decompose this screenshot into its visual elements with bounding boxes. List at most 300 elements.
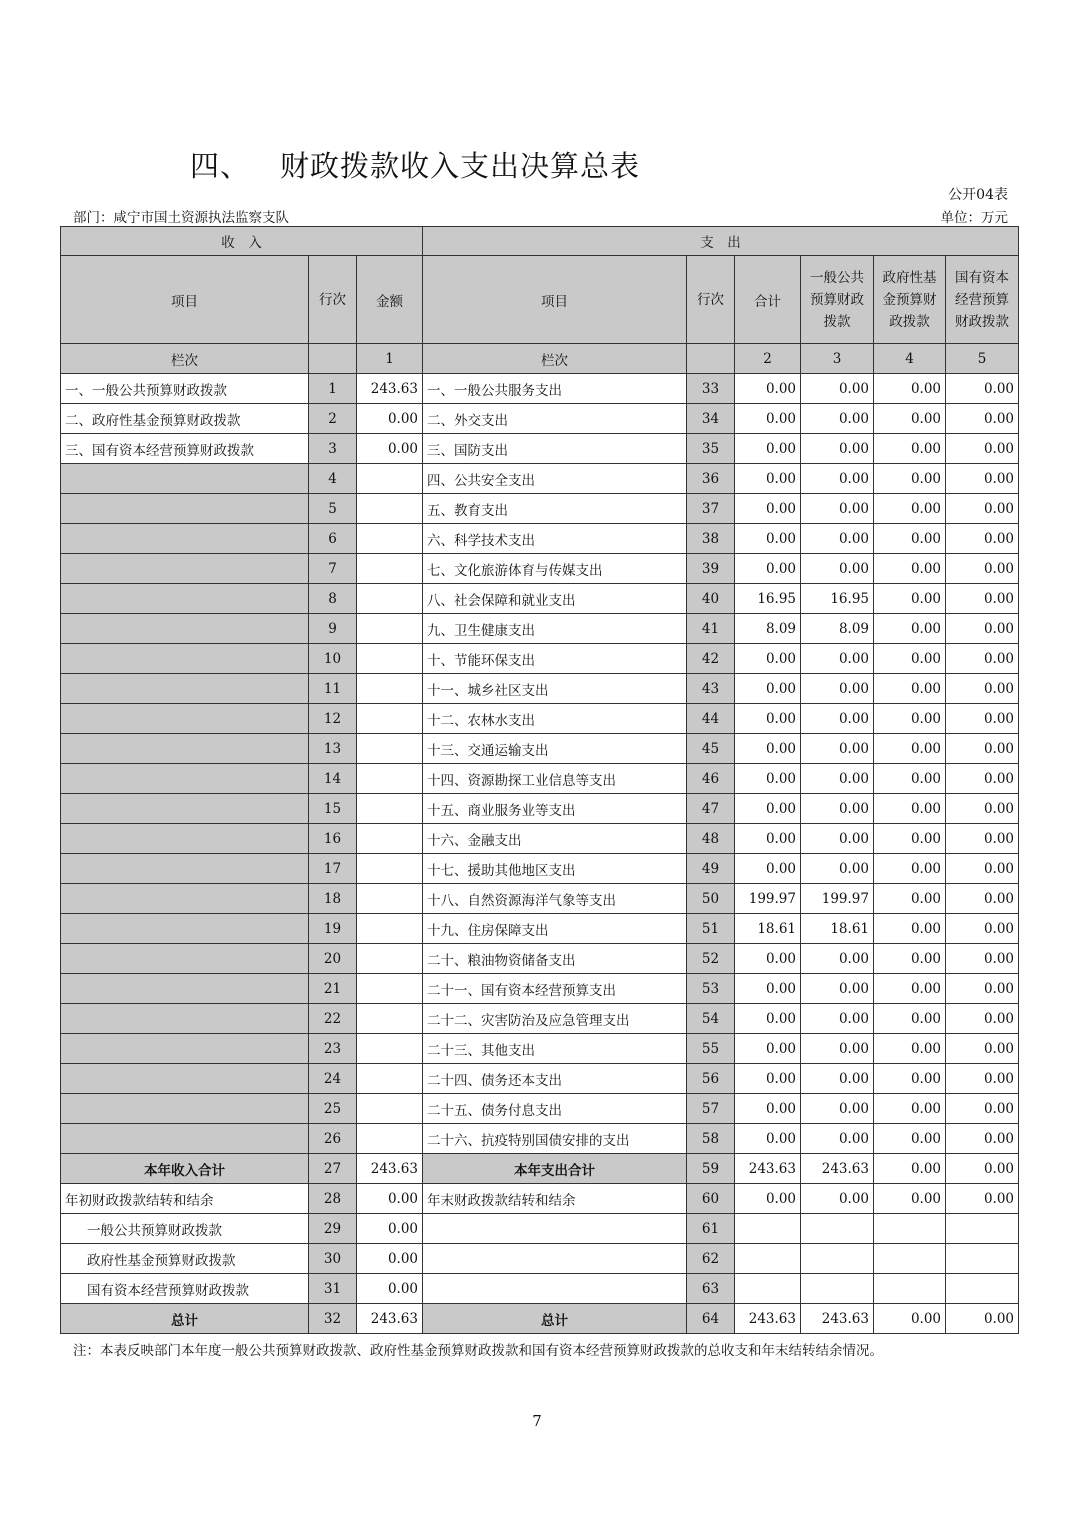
general-budget-amount: 0.00 <box>801 704 874 734</box>
state-capital-amount: 0.00 <box>946 914 1019 944</box>
state-capital-amount: 0.00 <box>946 824 1019 854</box>
table-row <box>61 854 1019 884</box>
table-row <box>61 1034 1019 1064</box>
income-rowno-header: 行次 <box>309 256 357 344</box>
table-row <box>61 704 1019 734</box>
income-amount <box>357 1124 423 1154</box>
page-number: 7 <box>532 1412 542 1430</box>
expense-item-cell: 年末财政拨款结转和结余 <box>423 1184 687 1214</box>
general-budget-amount: 0.00 <box>801 1094 874 1124</box>
state-capital-amount: 0.00 <box>946 1094 1019 1124</box>
state-capital-header: 国有资本经营预算财政拨款 <box>946 256 1019 344</box>
fund-budget-amount: 0.00 <box>874 734 946 764</box>
expense-row-no: 48 <box>687 824 735 854</box>
general-budget-header: 一般公共预算财政拨款 <box>801 256 874 344</box>
income-amount <box>357 674 423 704</box>
fund-budget-amount: 0.00 <box>874 704 946 734</box>
table-row <box>61 914 1019 944</box>
expense-item-cell: 十四、资源勘探工业信息等支出 <box>423 764 687 794</box>
expense-item-cell: 十、节能环保支出 <box>423 644 687 674</box>
total-amount: 0.00 <box>735 1064 801 1094</box>
income-item-cell <box>61 1124 309 1154</box>
general-budget-amount: 0.00 <box>801 524 874 554</box>
general-budget-amount: 18.61 <box>801 914 874 944</box>
expense-row-no: 43 <box>687 674 735 704</box>
income-item-cell <box>61 794 309 824</box>
general-budget-amount: 0.00 <box>801 464 874 494</box>
appropriation-table <box>60 226 1019 1334</box>
income-amount <box>357 1094 423 1124</box>
income-item-cell <box>61 824 309 854</box>
state-capital-amount: 0.00 <box>946 554 1019 584</box>
expense-row-no: 62 <box>687 1244 735 1274</box>
income-amount <box>357 764 423 794</box>
fund-budget-amount: 0.00 <box>874 944 946 974</box>
expense-item-cell <box>423 1244 687 1274</box>
fund-budget-amount: 0.00 <box>874 1004 946 1034</box>
expense-item-cell: 六、科学技术支出 <box>423 524 687 554</box>
expense-item-cell: 二十一、国有资本经营预算支出 <box>423 974 687 1004</box>
expense-item-cell: 十六、金融支出 <box>423 824 687 854</box>
expense-item-header: 项目 <box>423 256 687 344</box>
expense-item-cell: 总计 <box>423 1304 687 1334</box>
table-row <box>61 404 1019 434</box>
income-item-cell: 一、一般公共预算财政拨款 <box>61 374 309 404</box>
total-amount: 0.00 <box>735 524 801 554</box>
lanci-label: 栏次 <box>61 344 309 374</box>
general-budget-amount: 0.00 <box>801 944 874 974</box>
expense-row-no: 45 <box>687 734 735 764</box>
income-row-no: 12 <box>309 704 357 734</box>
income-item-cell <box>61 974 309 1004</box>
total-amount: 0.00 <box>735 434 801 464</box>
table-row <box>61 824 1019 854</box>
general-budget-amount: 0.00 <box>801 1004 874 1034</box>
general-budget-amount: 0.00 <box>801 644 874 674</box>
income-row-no: 4 <box>309 464 357 494</box>
expense-row-no: 58 <box>687 1124 735 1154</box>
state-capital-amount: 0.00 <box>946 704 1019 734</box>
table-row <box>61 644 1019 674</box>
fund-budget-amount: 0.00 <box>874 1094 946 1124</box>
income-amount <box>357 584 423 614</box>
general-budget-amount: 0.00 <box>801 794 874 824</box>
expense-item-cell: 十九、住房保障支出 <box>423 914 687 944</box>
table-row <box>61 1304 1019 1334</box>
total-header: 合计 <box>735 256 801 344</box>
fund-budget-amount: 0.00 <box>874 404 946 434</box>
income-item-cell: 总计 <box>61 1304 309 1334</box>
table-row <box>61 674 1019 704</box>
income-row-no: 28 <box>309 1184 357 1214</box>
state-capital-amount: 0.00 <box>946 944 1019 974</box>
income-row-no: 6 <box>309 524 357 554</box>
state-capital-amount: 0.00 <box>946 734 1019 764</box>
expense-item-cell <box>423 1214 687 1244</box>
income-row-no: 7 <box>309 554 357 584</box>
fund-budget-amount <box>874 1244 946 1274</box>
income-row-no: 31 <box>309 1274 357 1304</box>
income-item-cell <box>61 1064 309 1094</box>
total-amount: 0.00 <box>735 734 801 764</box>
income-item-cell: 国有资本经营预算财政拨款 <box>61 1274 309 1304</box>
state-capital-amount: 0.00 <box>946 1154 1019 1184</box>
fund-budget-amount: 0.00 <box>874 884 946 914</box>
general-budget-amount: 0.00 <box>801 824 874 854</box>
expense-row-no: 53 <box>687 974 735 1004</box>
income-row-no: 2 <box>309 404 357 434</box>
fund-budget-amount <box>874 1214 946 1244</box>
table-row <box>61 764 1019 794</box>
total-amount: 0.00 <box>735 704 801 734</box>
income-amount <box>357 1004 423 1034</box>
expense-item-cell: 二十五、债务付息支出 <box>423 1094 687 1124</box>
expense-item-cell: 一、一般公共服务支出 <box>423 374 687 404</box>
state-capital-amount: 0.00 <box>946 1004 1019 1034</box>
income-item-cell <box>61 464 309 494</box>
state-capital-amount: 0.00 <box>946 524 1019 554</box>
total-amount: 0.00 <box>735 974 801 1004</box>
income-amount <box>357 464 423 494</box>
expense-section-header: 支 出 <box>423 227 1019 256</box>
income-item-cell <box>61 914 309 944</box>
fund-budget-amount: 0.00 <box>874 524 946 554</box>
expense-item-cell: 十二、农林水支出 <box>423 704 687 734</box>
income-row-no: 3 <box>309 434 357 464</box>
general-budget-amount: 0.00 <box>801 1184 874 1214</box>
income-amount <box>357 644 423 674</box>
expense-row-no: 51 <box>687 914 735 944</box>
table-row <box>61 614 1019 644</box>
income-item-header: 项目 <box>61 256 309 344</box>
expense-item-cell: 八、社会保障和就业支出 <box>423 584 687 614</box>
expense-item-cell: 二十三、其他支出 <box>423 1034 687 1064</box>
income-amount <box>357 914 423 944</box>
total-amount: 8.09 <box>735 614 801 644</box>
income-amount-header: 金额 <box>357 256 423 344</box>
expense-row-no: 55 <box>687 1034 735 1064</box>
expense-item-cell: 十五、商业服务业等支出 <box>423 794 687 824</box>
table-row <box>61 944 1019 974</box>
expense-row-no: 56 <box>687 1064 735 1094</box>
table-row <box>61 554 1019 584</box>
expense-item-cell: 七、文化旅游体育与传媒支出 <box>423 554 687 584</box>
col-no-5: 5 <box>946 344 1019 374</box>
income-row-no: 20 <box>309 944 357 974</box>
title-number: 四、 <box>190 149 251 183</box>
expense-item-cell: 四、公共安全支出 <box>423 464 687 494</box>
state-capital-amount: 0.00 <box>946 584 1019 614</box>
state-capital-amount: 0.00 <box>946 1124 1019 1154</box>
total-amount: 0.00 <box>735 674 801 704</box>
income-item-cell <box>61 644 309 674</box>
total-amount: 199.97 <box>735 884 801 914</box>
expense-row-no: 50 <box>687 884 735 914</box>
income-item-cell <box>61 584 309 614</box>
table-row <box>61 1064 1019 1094</box>
expense-row-no: 49 <box>687 854 735 884</box>
table-row <box>61 464 1019 494</box>
state-capital-amount: 0.00 <box>946 764 1019 794</box>
general-budget-amount: 0.00 <box>801 494 874 524</box>
total-amount: 0.00 <box>735 854 801 884</box>
income-amount: 243.63 <box>357 374 423 404</box>
income-row-no: 8 <box>309 584 357 614</box>
general-budget-amount: 0.00 <box>801 974 874 1004</box>
department-label: 部门：咸宁市国土资源执法监察支队 <box>73 210 289 226</box>
general-budget-amount: 0.00 <box>801 1064 874 1094</box>
income-row-no: 17 <box>309 854 357 884</box>
general-budget-amount: 0.00 <box>801 1034 874 1064</box>
state-capital-amount: 0.00 <box>946 494 1019 524</box>
state-capital-amount: 0.00 <box>946 374 1019 404</box>
income-row-no: 5 <box>309 494 357 524</box>
income-item-cell: 一般公共预算财政拨款 <box>61 1214 309 1244</box>
fund-budget-amount: 0.00 <box>874 584 946 614</box>
table-row <box>61 1094 1019 1124</box>
fund-budget-amount: 0.00 <box>874 674 946 704</box>
general-budget-amount <box>801 1244 874 1274</box>
table-row <box>61 1004 1019 1034</box>
expense-item-cell: 三、国防支出 <box>423 434 687 464</box>
col-no-4: 4 <box>874 344 946 374</box>
total-amount: 0.00 <box>735 554 801 584</box>
total-amount: 18.61 <box>735 914 801 944</box>
expense-rowno-header: 行次 <box>687 256 735 344</box>
income-item-cell <box>61 884 309 914</box>
total-amount: 0.00 <box>735 1034 801 1064</box>
general-budget-amount: 8.09 <box>801 614 874 644</box>
state-capital-amount: 0.00 <box>946 434 1019 464</box>
income-amount: 0.00 <box>357 434 423 464</box>
fund-budget-amount: 0.00 <box>874 1184 946 1214</box>
table-row <box>61 974 1019 1004</box>
income-row-no: 22 <box>309 1004 357 1034</box>
general-budget-amount <box>801 1274 874 1304</box>
state-capital-amount: 0.00 <box>946 404 1019 434</box>
unit-label: 单位：万元 <box>940 210 1008 226</box>
expense-item-cell: 五、教育支出 <box>423 494 687 524</box>
state-capital-amount: 0.00 <box>946 794 1019 824</box>
expense-item-cell: 十三、交通运输支出 <box>423 734 687 764</box>
expense-item-cell: 二十四、债务还本支出 <box>423 1064 687 1094</box>
income-item-cell <box>61 944 309 974</box>
state-capital-amount: 0.00 <box>946 1034 1019 1064</box>
state-capital-amount: 0.00 <box>946 884 1019 914</box>
income-amount <box>357 1034 423 1064</box>
fund-budget-amount: 0.00 <box>874 1304 946 1334</box>
total-amount: 0.00 <box>735 824 801 854</box>
income-amount <box>357 524 423 554</box>
table-row <box>61 434 1019 464</box>
state-capital-amount <box>946 1214 1019 1244</box>
fund-budget-amount: 0.00 <box>874 644 946 674</box>
fund-budget-amount: 0.00 <box>874 614 946 644</box>
general-budget-amount: 0.00 <box>801 674 874 704</box>
general-budget-amount <box>801 1214 874 1244</box>
expense-item-cell: 二十六、抗疫特别国债安排的支出 <box>423 1124 687 1154</box>
general-budget-amount: 16.95 <box>801 584 874 614</box>
expense-item-cell: 本年支出合计 <box>423 1154 687 1184</box>
income-item-cell <box>61 494 309 524</box>
col-no-3: 3 <box>801 344 874 374</box>
fund-budget-amount: 0.00 <box>874 1034 946 1064</box>
fund-budget-amount: 0.00 <box>874 1064 946 1094</box>
income-item-cell: 二、政府性基金预算财政拨款 <box>61 404 309 434</box>
expense-row-no: 54 <box>687 1004 735 1034</box>
income-row-no: 21 <box>309 974 357 1004</box>
total-amount: 243.63 <box>735 1304 801 1334</box>
income-amount <box>357 854 423 884</box>
table-note: 注：本表反映部门本年度一般公共预算财政拨款、政府性基金预算财政拨款和国有资本经营预算财政拨款的总收支和年末结转结余情况。 <box>73 1343 883 1359</box>
fund-budget-amount: 0.00 <box>874 764 946 794</box>
income-amount <box>357 494 423 524</box>
income-amount: 0.00 <box>357 1184 423 1214</box>
income-item-cell: 三、国有资本经营预算财政拨款 <box>61 434 309 464</box>
expense-item-cell: 二十、粮油物资储备支出 <box>423 944 687 974</box>
state-capital-amount: 0.00 <box>946 1064 1019 1094</box>
expense-row-no: 37 <box>687 494 735 524</box>
income-amount <box>357 614 423 644</box>
income-row-no: 13 <box>309 734 357 764</box>
income-amount <box>357 734 423 764</box>
expense-item-cell: 二十二、灾害防治及应急管理支出 <box>423 1004 687 1034</box>
income-item-cell <box>61 1034 309 1064</box>
col-no-2: 2 <box>735 344 801 374</box>
income-item-cell <box>61 1004 309 1034</box>
total-amount: 0.00 <box>735 464 801 494</box>
income-amount: 0.00 <box>357 1274 423 1304</box>
fund-budget-amount: 0.00 <box>874 1124 946 1154</box>
total-amount: 16.95 <box>735 584 801 614</box>
expense-row-no: 33 <box>687 374 735 404</box>
fund-budget-amount: 0.00 <box>874 464 946 494</box>
total-amount: 0.00 <box>735 374 801 404</box>
income-item-cell: 政府性基金预算财政拨款 <box>61 1244 309 1274</box>
income-item-cell <box>61 854 309 884</box>
income-amount <box>357 554 423 584</box>
income-amount: 243.63 <box>357 1154 423 1184</box>
fund-budget-amount <box>874 1274 946 1304</box>
total-amount: 0.00 <box>735 1094 801 1124</box>
lanci-empty <box>687 344 735 374</box>
fund-budget-amount: 0.00 <box>874 1154 946 1184</box>
income-amount: 0.00 <box>357 1244 423 1274</box>
expense-row-no: 57 <box>687 1094 735 1124</box>
income-row-no: 19 <box>309 914 357 944</box>
fund-budget-amount: 0.00 <box>874 974 946 1004</box>
table-row <box>61 884 1019 914</box>
income-row-no: 16 <box>309 824 357 854</box>
total-amount: 0.00 <box>735 1184 801 1214</box>
table-row <box>61 1214 1019 1244</box>
general-budget-amount: 199.97 <box>801 884 874 914</box>
income-row-no: 14 <box>309 764 357 794</box>
income-item-cell <box>61 1094 309 1124</box>
income-amount <box>357 704 423 734</box>
expense-row-no: 52 <box>687 944 735 974</box>
general-budget-amount: 0.00 <box>801 764 874 794</box>
income-item-cell <box>61 614 309 644</box>
expense-row-no: 42 <box>687 644 735 674</box>
income-row-no: 23 <box>309 1034 357 1064</box>
page-title <box>190 144 640 185</box>
total-amount: 243.63 <box>735 1154 801 1184</box>
income-row-no: 24 <box>309 1064 357 1094</box>
lanci-empty <box>309 344 357 374</box>
general-budget-amount: 243.63 <box>801 1154 874 1184</box>
fund-budget-amount: 0.00 <box>874 554 946 584</box>
income-row-no: 11 <box>309 674 357 704</box>
income-row-no: 30 <box>309 1244 357 1274</box>
state-capital-amount: 0.00 <box>946 464 1019 494</box>
general-budget-amount: 0.00 <box>801 1124 874 1154</box>
expense-row-no: 47 <box>687 794 735 824</box>
fund-budget-amount: 0.00 <box>874 824 946 854</box>
table-row <box>61 1184 1019 1214</box>
table-row <box>61 494 1019 524</box>
table-row <box>61 584 1019 614</box>
state-capital-amount <box>946 1274 1019 1304</box>
fund-budget-amount: 0.00 <box>874 794 946 824</box>
general-budget-amount: 0.00 <box>801 854 874 884</box>
fund-budget-header: 政府性基金预算财政拨款 <box>874 256 946 344</box>
table-row <box>61 1244 1019 1274</box>
lanci-label: 栏次 <box>423 344 687 374</box>
general-budget-amount: 0.00 <box>801 554 874 584</box>
expense-item-cell: 十八、自然资源海洋气象等支出 <box>423 884 687 914</box>
expense-row-no: 61 <box>687 1214 735 1244</box>
total-amount <box>735 1244 801 1274</box>
total-amount: 0.00 <box>735 404 801 434</box>
income-item-cell <box>61 764 309 794</box>
total-amount: 0.00 <box>735 644 801 674</box>
expense-item-cell: 十七、援助其他地区支出 <box>423 854 687 884</box>
income-item-cell <box>61 704 309 734</box>
expense-row-no: 36 <box>687 464 735 494</box>
fund-budget-amount: 0.00 <box>874 914 946 944</box>
state-capital-amount: 0.00 <box>946 644 1019 674</box>
state-capital-amount: 0.00 <box>946 674 1019 704</box>
income-amount <box>357 1064 423 1094</box>
income-amount: 0.00 <box>357 1214 423 1244</box>
income-item-cell <box>61 554 309 584</box>
total-amount: 0.00 <box>735 1124 801 1154</box>
income-item-cell <box>61 524 309 554</box>
income-item-cell <box>61 674 309 704</box>
col-no-1: 1 <box>357 344 423 374</box>
income-row-no: 1 <box>309 374 357 404</box>
income-amount: 0.00 <box>357 404 423 434</box>
table-row <box>61 1274 1019 1304</box>
table-row <box>61 1154 1019 1184</box>
state-capital-amount: 0.00 <box>946 854 1019 884</box>
expense-row-no: 41 <box>687 614 735 644</box>
state-capital-amount: 0.00 <box>946 1184 1019 1214</box>
income-row-no: 18 <box>309 884 357 914</box>
state-capital-amount: 0.00 <box>946 974 1019 1004</box>
income-item-cell <box>61 734 309 764</box>
general-budget-amount: 0.00 <box>801 734 874 764</box>
total-amount <box>735 1214 801 1244</box>
expense-item-cell: 九、卫生健康支出 <box>423 614 687 644</box>
state-capital-amount: 0.00 <box>946 614 1019 644</box>
income-row-no: 26 <box>309 1124 357 1154</box>
income-amount: 243.63 <box>357 1304 423 1334</box>
table-row <box>61 1124 1019 1154</box>
table-number: 公开04表 <box>948 187 1008 203</box>
general-budget-amount: 0.00 <box>801 404 874 434</box>
